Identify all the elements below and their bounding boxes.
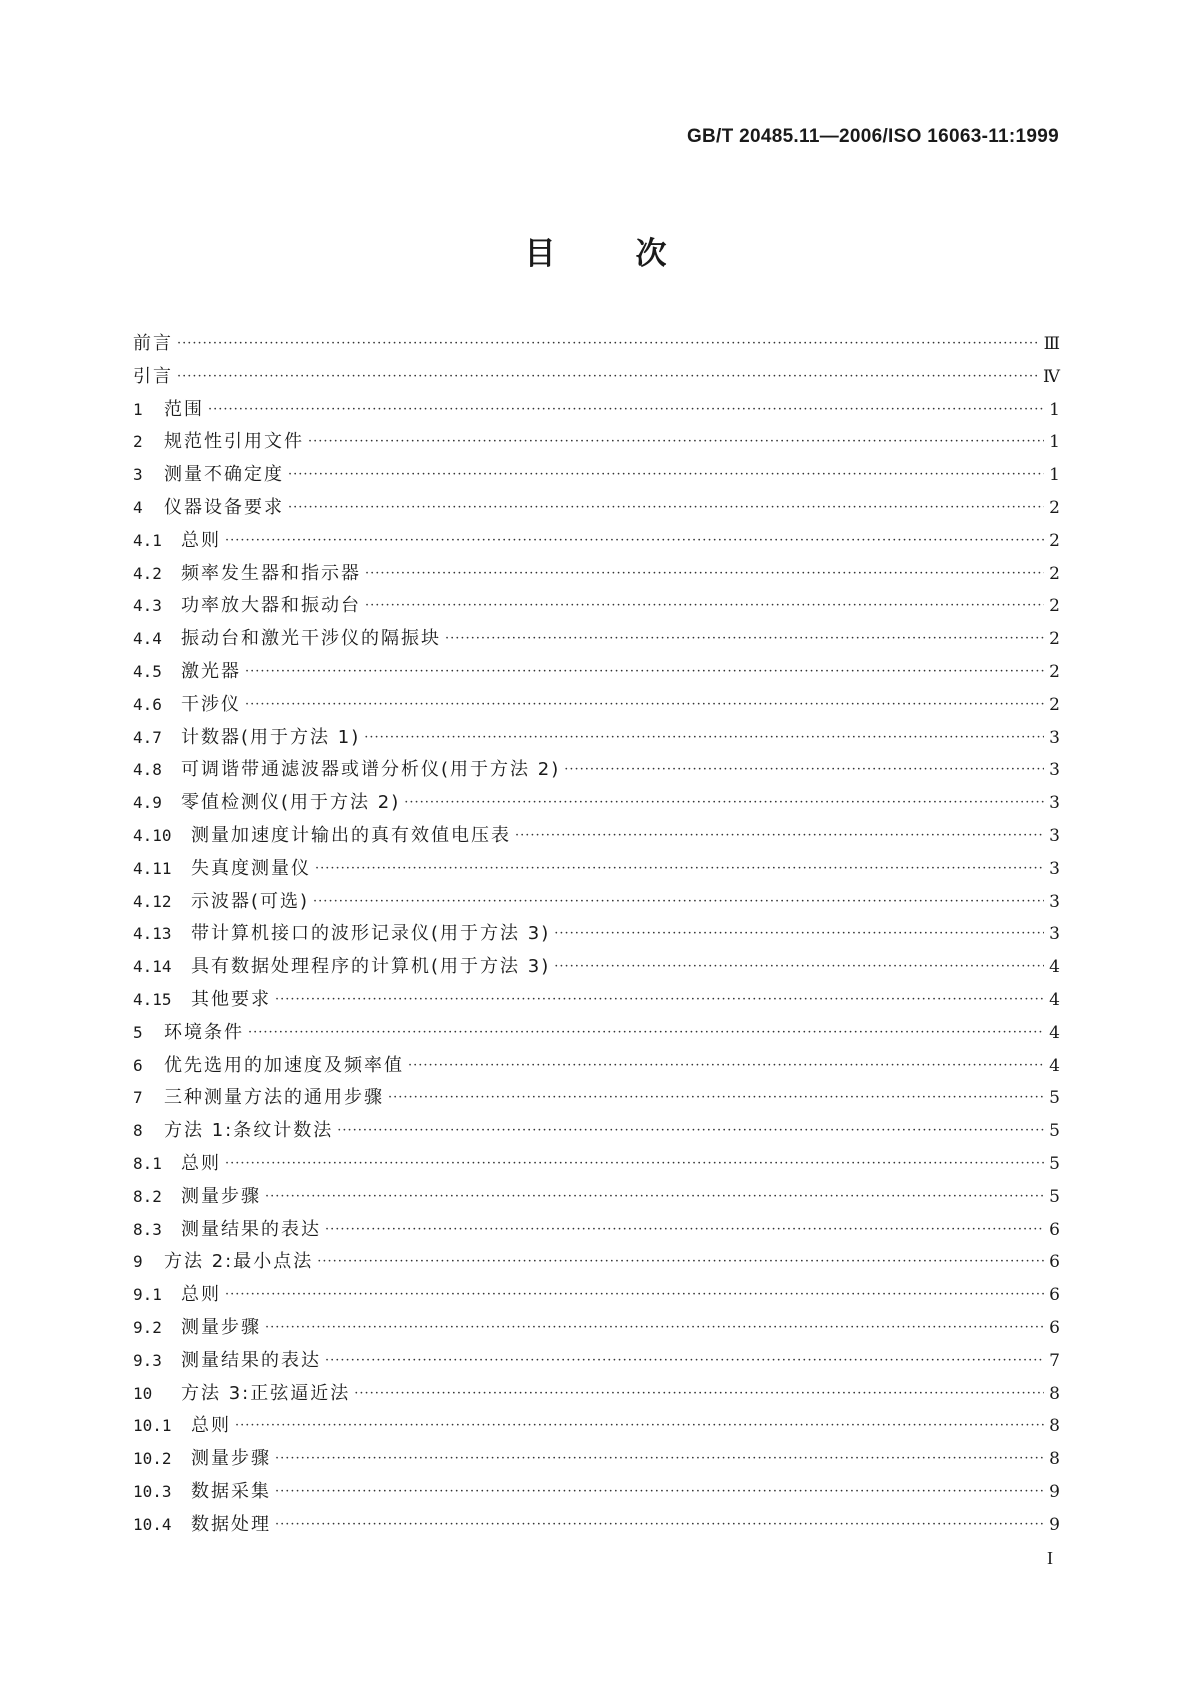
toc-entry-page: 2 [1049, 694, 1060, 715]
toc-leader-dots [308, 426, 1044, 459]
toc-leader-dots [235, 1410, 1044, 1443]
toc-entry-number: 4.7 [133, 727, 162, 747]
toc-entry[interactable] [133, 1050, 1060, 1083]
toc-leader-dots [317, 1246, 1044, 1279]
toc-entry-number: 4.14 [133, 957, 172, 977]
toc-leader-dots [288, 492, 1044, 525]
toc-entry-number: 10.1 [133, 1416, 172, 1436]
toc-entry-number: 9 [133, 1252, 143, 1272]
toc-entry[interactable] [133, 1378, 1060, 1411]
toc-entry-number: 6 [133, 1055, 143, 1075]
toc-entry-number: 8.2 [133, 1186, 162, 1206]
toc-entry[interactable] [133, 492, 1060, 525]
toc-leader-dots [225, 1279, 1044, 1312]
toc-entry-title: 仪器设备要求 [164, 496, 284, 518]
toc-leader-dots [313, 886, 1044, 919]
toc-entry[interactable] [133, 1345, 1060, 1378]
toc-leader-dots [245, 656, 1044, 689]
toc-leader-dots [365, 558, 1044, 591]
toc-entry-title: 方法 3:正弦逼近法 [181, 1382, 351, 1404]
toc-entry-number: 4.6 [133, 694, 162, 714]
toc-entry-page: 2 [1049, 629, 1060, 650]
toc-entry-page: 2 [1049, 596, 1060, 617]
toc-entry-number: 9.2 [133, 1317, 162, 1337]
toc-entry[interactable] [133, 623, 1060, 656]
toc-entry-title: 频率发生器和指示器 [181, 562, 361, 584]
toc-entry-page: 5 [1049, 1153, 1060, 1174]
toc-entry-page: 8 [1049, 1416, 1060, 1437]
toc-entry-page: 4 [1049, 957, 1060, 978]
toc-entry-number: 10.3 [133, 1481, 172, 1501]
toc-entry-page: Ⅲ [1043, 334, 1060, 354]
toc-entry-number: 8.1 [133, 1153, 162, 1173]
toc-leader-dots [554, 951, 1044, 984]
toc-entry-number: 4.15 [133, 989, 172, 1009]
toc-entry[interactable] [133, 1148, 1060, 1181]
toc-entry-page: 5 [1049, 1088, 1060, 1109]
toc-leader-dots [388, 1082, 1044, 1115]
toc-entry-number: 4.11 [133, 858, 172, 878]
toc-entry-number: 4.9 [133, 793, 162, 813]
toc-entry-title: 失真度测量仪 [191, 857, 311, 879]
toc-leader-dots [365, 590, 1044, 623]
toc-leader-dots [275, 984, 1044, 1017]
toc-leader-dots [404, 787, 1044, 820]
toc-entry-page: 8 [1049, 1449, 1060, 1470]
toc-leader-dots [288, 459, 1044, 492]
toc-entry[interactable] [133, 1115, 1060, 1148]
toc-entry-number: 10 [133, 1383, 153, 1403]
toc-entry-page: 7 [1049, 1350, 1060, 1371]
toc-entry-number: 4.12 [133, 891, 172, 911]
toc-entry-page: 2 [1049, 563, 1060, 584]
toc-entry-title: 测量步骤 [191, 1448, 271, 1470]
toc-entry[interactable] [133, 328, 1060, 361]
toc-entry-title: 测量结果的表达 [181, 1218, 321, 1240]
toc-entry-page: 5 [1049, 1186, 1060, 1207]
toc-leader-dots [554, 918, 1044, 951]
toc-entry-page: 6 [1049, 1317, 1060, 1338]
toc-leader-dots [275, 1443, 1044, 1476]
toc-entry-title: 规范性引用文件 [164, 431, 304, 453]
toc-entry-title: 方法 2:最小点法 [164, 1251, 314, 1273]
toc-entry-number: 8 [133, 1121, 143, 1141]
toc-leader-dots [325, 1345, 1044, 1378]
toc-entry-number: 4.13 [133, 924, 172, 944]
toc-leader-dots [225, 525, 1044, 558]
toc-entry-number: 2 [133, 432, 143, 452]
toc-entry[interactable] [133, 1017, 1060, 1050]
toc-entry-title: 数据采集 [191, 1480, 271, 1502]
toc-entry-page: 2 [1049, 497, 1060, 518]
toc-entry[interactable] [133, 1214, 1060, 1247]
toc-leader-dots [177, 361, 1039, 394]
table-of-contents [133, 328, 1060, 1541]
toc-entry-page: 9 [1049, 1481, 1060, 1502]
toc-entry-number: 1 [133, 399, 143, 419]
toc-entry[interactable] [133, 525, 1060, 558]
toc-entry-title: 测量加速度计输出的真有效值电压表 [191, 824, 511, 846]
toc-entry-number: 7 [133, 1088, 143, 1108]
toc-entry[interactable] [133, 1082, 1060, 1115]
toc-leader-dots [408, 1050, 1044, 1083]
toc-entry-page: 4 [1049, 1022, 1060, 1043]
toc-leader-dots [225, 1148, 1044, 1181]
toc-entry-number: 10.4 [133, 1514, 172, 1534]
toc-entry-page: 2 [1049, 530, 1060, 551]
toc-entry-title: 数据处理 [191, 1513, 271, 1535]
toc-entry-title: 干涉仪 [181, 693, 241, 715]
toc-entry-page: 3 [1049, 825, 1060, 846]
page-title: 目次 [524, 236, 747, 272]
toc-entry-title: 前言 [133, 333, 173, 354]
toc-entry-page: 3 [1049, 858, 1060, 879]
toc-leader-dots [245, 689, 1044, 722]
toc-leader-dots [208, 394, 1044, 427]
toc-leader-dots [325, 1214, 1044, 1247]
toc-entry[interactable] [133, 754, 1060, 787]
toc-entry-title: 带计算机接口的波形记录仪(用于方法 3) [191, 923, 551, 945]
toc-entry-page: 1 [1049, 465, 1060, 486]
toc-entry-number: 10.2 [133, 1449, 172, 1469]
toc-entry-title: 具有数据处理程序的计算机(用于方法 3) [191, 956, 551, 978]
toc-leader-dots [445, 623, 1044, 656]
toc-entry-number: 8.3 [133, 1219, 162, 1239]
toc-entry-page: 6 [1049, 1285, 1060, 1306]
toc-entry[interactable] [133, 361, 1060, 394]
toc-entry-title: 引言 [133, 365, 173, 387]
toc-entry[interactable] [133, 459, 1060, 492]
toc-leader-dots [354, 1378, 1044, 1411]
toc-entry-number: 4.8 [133, 760, 162, 780]
toc-entry-title: 激光器 [181, 660, 241, 682]
toc-entry[interactable] [133, 984, 1060, 1017]
toc-entry[interactable] [133, 1476, 1060, 1509]
toc-entry-number: 4.5 [133, 661, 162, 681]
toc-leader-dots [315, 853, 1044, 886]
document-code: GB/T 20485.11—2006/ISO 16063-11:1999 [686, 126, 1059, 147]
toc-entry[interactable] [133, 1181, 1060, 1214]
toc-entry-title: 计数器(用于方法 1) [181, 726, 361, 748]
toc-entry-number: 9.3 [133, 1350, 162, 1370]
toc-entry-title: 三种测量方法的通用步骤 [164, 1087, 384, 1109]
toc-entry-number: 9.1 [133, 1285, 162, 1305]
toc-entry-number: 4.4 [133, 629, 162, 649]
toc-entry-title: 功率放大器和振动台 [181, 595, 361, 617]
toc-entry[interactable] [133, 918, 1060, 951]
toc-entry[interactable] [133, 886, 1060, 919]
toc-entry-number: 4.10 [133, 825, 172, 845]
toc-entry-page: 4 [1049, 989, 1060, 1010]
toc-leader-dots [275, 1509, 1044, 1542]
toc-leader-dots [337, 1115, 1044, 1148]
toc-entry-title: 示波器(可选) [191, 890, 310, 912]
toc-entry[interactable] [133, 426, 1060, 459]
toc-leader-dots [564, 754, 1044, 787]
toc-entry[interactable] [133, 1246, 1060, 1279]
toc-entry-title: 优先选用的加速度及频率值 [164, 1054, 404, 1076]
toc-entry-title: 总则 [181, 1152, 221, 1174]
toc-entry-page: Ⅳ [1043, 366, 1060, 387]
toc-entry-number: 5 [133, 1022, 143, 1042]
toc-entry-title: 测量步骤 [181, 1185, 261, 1207]
toc-entry[interactable] [133, 1410, 1060, 1443]
toc-entry[interactable] [133, 787, 1060, 820]
toc-entry-title: 其他要求 [191, 988, 271, 1010]
toc-entry-page: 3 [1049, 793, 1060, 814]
toc-entry[interactable] [133, 689, 1060, 722]
toc-entry-title: 振动台和激光干涉仪的隔振块 [181, 628, 441, 650]
toc-entry[interactable] [133, 722, 1060, 755]
toc-leader-dots [364, 722, 1044, 755]
toc-entry-page: 5 [1049, 1121, 1060, 1142]
toc-entry-title: 可调谐带通滤波器或谱分析仪(用于方法 2) [181, 759, 561, 781]
toc-leader-dots [248, 1017, 1044, 1050]
toc-entry-title: 总则 [191, 1415, 231, 1437]
toc-entry-title: 总则 [181, 1284, 221, 1306]
toc-entry-page: 3 [1049, 891, 1060, 912]
toc-entry-title: 测量步骤 [181, 1316, 261, 1338]
toc-entry-number: 4 [133, 497, 143, 517]
toc-entry[interactable] [133, 656, 1060, 689]
toc-entry-page: 1 [1049, 399, 1060, 420]
toc-entry-page: 9 [1049, 1514, 1060, 1535]
toc-entry-page: 4 [1049, 1055, 1060, 1076]
toc-entry-title: 测量不确定度 [164, 464, 284, 486]
toc-entry-number: 4.1 [133, 530, 162, 550]
toc-entry-number: 4.2 [133, 563, 162, 583]
toc-leader-dots [275, 1476, 1044, 1509]
toc-entry-page: 6 [1049, 1252, 1060, 1273]
toc-entry[interactable] [133, 1509, 1060, 1542]
toc-entry-number: 3 [133, 465, 143, 485]
toc-entry[interactable] [133, 394, 1060, 427]
toc-entry-number: 4.3 [133, 596, 162, 616]
toc-entry-title: 范围 [164, 398, 204, 420]
toc-entry[interactable] [133, 590, 1060, 623]
toc-entry[interactable] [133, 820, 1060, 853]
toc-entry-page: 1 [1049, 432, 1060, 453]
toc-entry-page: 3 [1049, 924, 1060, 945]
toc-entry[interactable] [133, 1443, 1060, 1476]
toc-entry[interactable] [133, 1312, 1060, 1345]
toc-leader-dots [177, 328, 1040, 361]
toc-leader-dots [515, 820, 1044, 853]
toc-leader-dots [265, 1181, 1044, 1214]
toc-leader-dots [265, 1312, 1044, 1345]
toc-entry-page: 6 [1049, 1219, 1060, 1240]
toc-entry-title: 环境条件 [164, 1021, 244, 1043]
toc-entry-page: 3 [1049, 760, 1060, 781]
toc-entry-title: 零值检测仪(用于方法 2) [181, 792, 401, 814]
toc-entry[interactable] [133, 951, 1060, 984]
toc-entry[interactable] [133, 1279, 1060, 1312]
toc-entry-page: 8 [1049, 1383, 1060, 1404]
toc-entry-page: 2 [1049, 661, 1060, 682]
toc-entry[interactable] [133, 853, 1060, 886]
toc-entry-title: 总则 [181, 529, 221, 551]
toc-entry-title: 测量结果的表达 [181, 1349, 321, 1371]
toc-entry[interactable] [133, 558, 1060, 591]
toc-entry-page: 3 [1049, 727, 1060, 748]
toc-entry-title: 方法 1:条纹计数法 [164, 1120, 334, 1142]
page-number: I [1047, 1548, 1053, 1568]
